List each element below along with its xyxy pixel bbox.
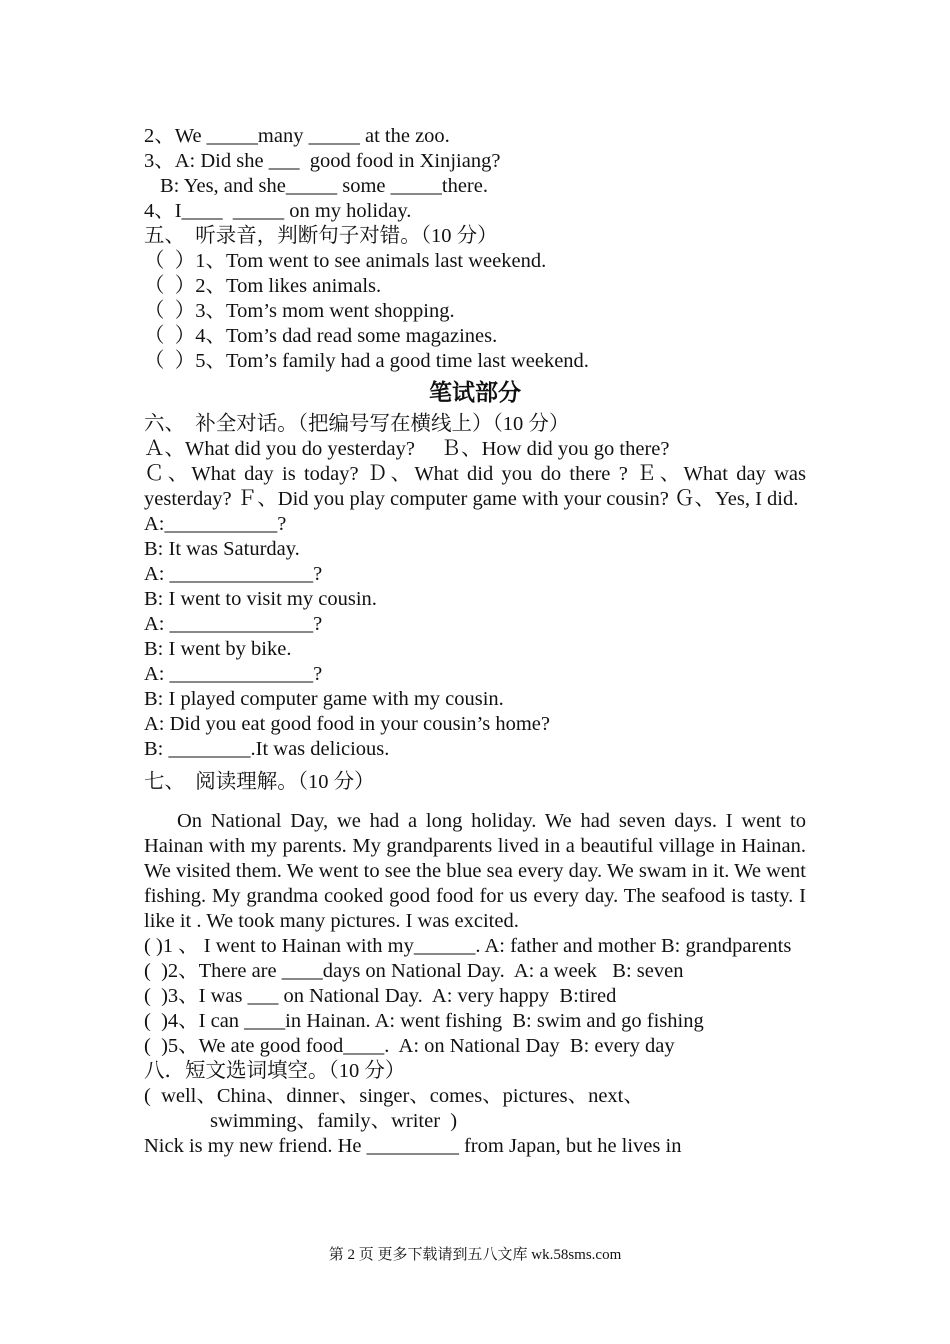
- page-footer: 第 2 页 更多下载请到五八文库 wk.58sms.com: [328, 1247, 622, 1263]
- worksheet-page: [144, 124, 806, 1159]
- reading-q1: ( )1 、 I went to Hainan with my______. A: father and mother B: grandparents: [144, 935, 792, 957]
- dialogue-line: B: It was Saturday.: [144, 538, 300, 560]
- word-bank-line2: swimming、family、writer ): [210, 1110, 458, 1132]
- listening-q2: 2、We _____many _____ at the zoo.: [144, 125, 450, 147]
- dialogue-line: A: ______________?: [144, 663, 323, 685]
- section6-options-wrapped: Ｃ、What day is today? Ｄ、What did you do there ? Ｅ、What day was yesterday? Ｆ、Did you play computer game with your cousin? Ｇ、Yes, I did.: [144, 463, 806, 510]
- section6-options-line1: Ａ、What did you do yesterday? Ｂ、How did you go there?: [144, 438, 670, 460]
- reading-passage: On National Day, we had a long holiday. We had seven days. I went to Hainan with my parents. My grandparents lived in a beautiful village in Hainan. We visited them. We went to see the blue sea every day. We swam in it. We went fishing. My grandma cooked good food for us every day. The seafood is tasty. I like it . We took many pictures. I was excited.: [144, 810, 806, 932]
- dialogue-line: A: ______________?: [144, 563, 323, 585]
- listening-q3a: 3、A: Did she ___ good food in Xinjiang?: [144, 150, 501, 172]
- section5-item: （ ）5、Tom’s family had a good time last weekend.: [144, 350, 589, 372]
- section5-item: （ ）1、Tom went to see animals last weekend.: [144, 250, 547, 272]
- dialogue-line: A:___________?: [144, 513, 287, 535]
- dialogue-line: A: ______________?: [144, 613, 323, 635]
- section7-heading: 七、 阅读理解。（10 分）: [144, 771, 375, 793]
- reading-question: ( )2、There are ____days on National Day. A: a week B: seven: [144, 960, 684, 982]
- reading-question: ( )5、We ate good food____. A: on National Day B: every day: [144, 1035, 675, 1057]
- dialogue-line: B: I went to visit my cousin.: [144, 588, 377, 610]
- dialogue-line: B: I played computer game with my cousin.: [144, 688, 504, 710]
- section5-item: （ ）4、Tom’s dad read some magazines.: [144, 325, 498, 347]
- section6-heading: 六、 补全对话。（把编号写在横线上）（10 分）: [144, 413, 570, 435]
- section5-item: （ ）2、Tom likes animals.: [144, 275, 382, 297]
- dialogue-line: B: ________.It was delicious.: [144, 738, 390, 760]
- written-part-title: 笔试部分: [429, 380, 521, 406]
- listening-q4: 4、I____ _____ on my holiday.: [144, 200, 412, 222]
- section5-item: （ ）3、Tom’s mom went shopping.: [144, 300, 455, 322]
- dialogue-line: B: I went by bike.: [144, 638, 292, 660]
- reading-question: ( )3、I was ___ on National Day. A: very happy B:tired: [144, 985, 617, 1007]
- listening-q3b: B: Yes, and she_____ some _____there.: [160, 175, 488, 197]
- reading-question: ( )4、I can ____in Hainan. A: went fishing B: swim and go fishing: [144, 1010, 704, 1032]
- section8-heading: 八．短文选词填空。（10 分）: [144, 1060, 406, 1082]
- word-bank-line1: ( well、China、dinner、singer、comes、pictures、next、: [144, 1085, 644, 1107]
- cloze-text: Nick is my new friend. He _________ from Japan, but he lives in: [144, 1135, 682, 1157]
- section5-heading: 五、 听录音，判断句子对错。（10 分）: [144, 225, 498, 247]
- dialogue-line: A: Did you eat good food in your cousin’s home?: [144, 713, 550, 735]
